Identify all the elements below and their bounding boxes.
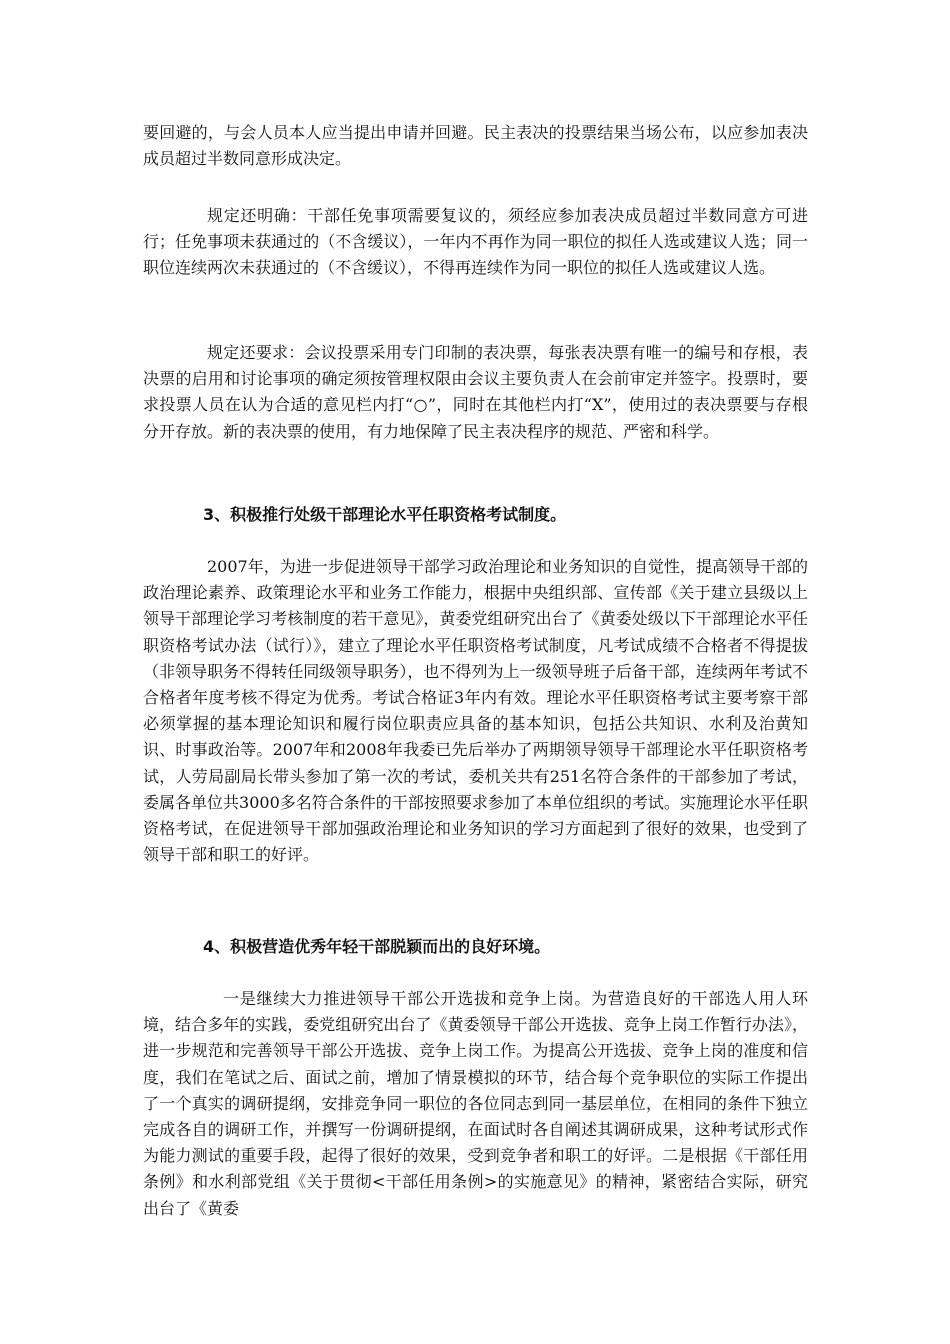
section-heading-3: 3、积极推行处级干部理论水平任职资格考试制度。 bbox=[203, 505, 567, 524]
paragraph-reconsideration-rules: 规定还明确：干部任免事项需要复议的，须经应参加表决成员超过半数同意方可进行；任免事项未获通过的（不含缓议），一年内不再作为同一职位的拟任人选或建议人选；同一职位连续两次未获通过的（不含缓议），不得再连续作为同一职位的拟任人选或建议人选。 bbox=[143, 206, 808, 278]
paragraph-open-selection: 一是继续大力推进领导干部公开选拔和竞争上岗。为营造良好的干部选人用人环境，结合多年的实践，委党组研究出台了《黄委领导干部公开选拔、竞争上岗工作暂行办法》，进一步规范和完善领导干部公开选拔、竞争上岗工作。为提高公开选拔、竞争上岗的准度和信度，我们在笔试之后、面试之前，增加了情景模拟的环节，结合每个竞争职位的实际工作提出了一个真实的调研提纲，安排竞争同一职位的各位同志到同一基层单位，在相同的条件下独立完成各自的调研工作，并撰写一份调研提纲，在面试时各自阐述其调研成果，这种考试形式作为能力测试的重要手段，起得了很好的效果，受到竞争者和职工的好评。二是根据《干部任用条例》和水利部党组《关于贯彻<干部任用条例>的实施意见》的精神，紧密结合实际，研究出台了《黄委 bbox=[143, 989, 808, 1218]
paragraph-ballot-rules: 规定还要求：会议投票采用专门印制的表决票，每张表决票有唯一的编号和存根，表决票的启用和讨论事项的确定须按管理权限由会议主要负责人在会前审定并签字。投票时，要求投票人员在认为合适的意见栏内打“○”，同时在其他栏内打“X”，使用过的表决票要与存根分开存放。新的表决票的使用，有力地保障了民主表决程序的规范、严密和科学。 bbox=[143, 343, 808, 441]
paragraph-qualification-exam: 2007年，为进一步促进领导干部学习政治理论和业务知识的自觉性，提高领导干部的政治理论素养、政策理论水平和业务工作能力，根据中央组织部、宣传部《关于建立县级以上领导干部理论学习考核制度的若干意见》，黄委党组研究出台了《黄委处级以下干部理论水平任职资格考试办法（试行）》，建立了理论水平任职资格考试制度，凡考试成绩不合格者不得提拔（非领导职务不得转任同级领导职务），也不得列为上一级领导班子后备干部，连续两年考试不合格者年度考核不得定为优秀。考试合格证3年内有效。理论水平任职资格考试主要考察干部必须掌握的基本理论知识和履行岗位职责应具备的基本知识，包括公共知识、水利及治黄知识、时事政治等。2007年和2008年我委已先后举办了两期领导领导干部理论水平任职资格考试，人劳局副局长带头参加了第一次的考试，委机关共有251名符合条件的干部参加了考试，委属各单位共3000多名符合条件的干部按照要求参加了本单位组织的考试。实施理论水平任职资格考试，在促进领导干部加强政治理论和业务知识的学习方面起到了很好的效果，也受到了领导干部和职工的好评。 bbox=[143, 557, 808, 865]
paragraph-voting-result: 要回避的，与会人员本人应当提出申请并回避。民主表决的投票结果当场公布，以应参加表决成员超过半数同意形成决定。 bbox=[143, 123, 808, 169]
section-heading-4: 4、积极营造优秀年轻干部脱颖而出的良好环境。 bbox=[203, 937, 551, 956]
